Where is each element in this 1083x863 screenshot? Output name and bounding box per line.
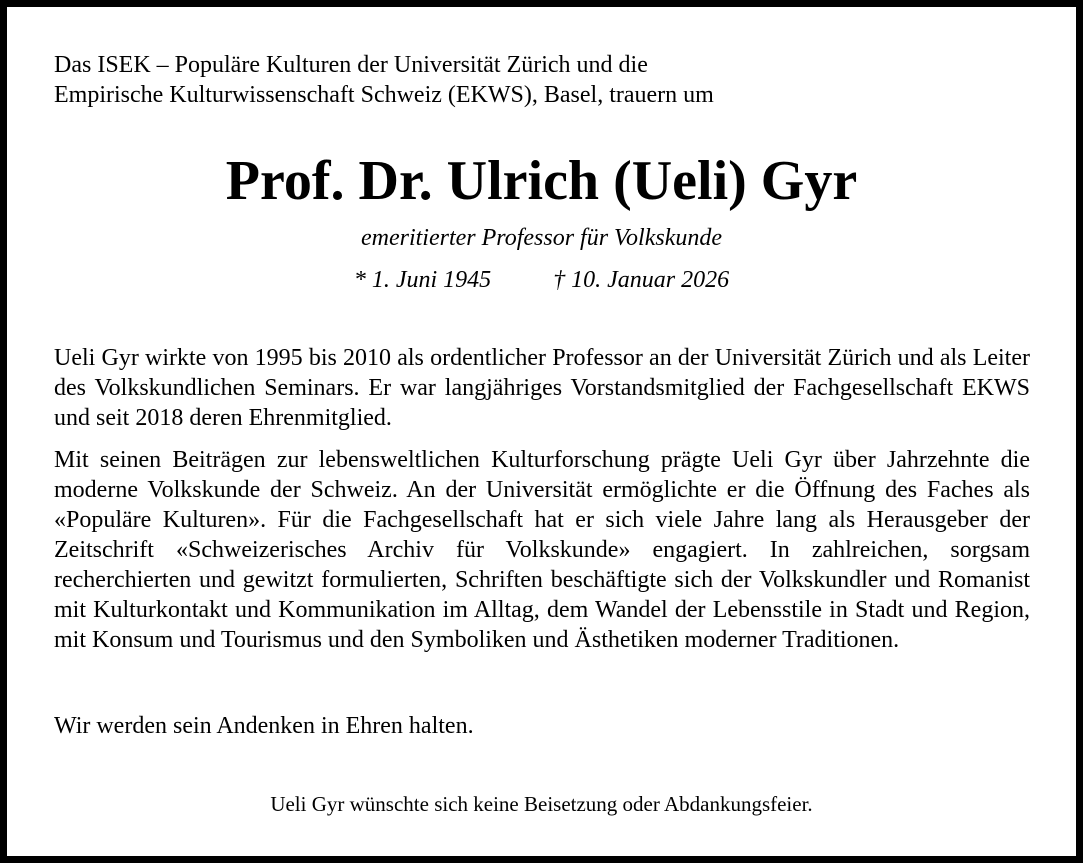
deceased-title: emeritierter Professor für Volkskunde (360, 225, 723, 251)
paragraph-contributions: Mit seinen Beiträgen zur lebensweltlichen Kulturforschung prägte Ueli Gyr über Jahrzehnte die moderne Volkskunde der Schweiz. An der Universität ermöglichte er die Öffnung des Faches als «Populäre Kulturen». Für die Fachgesellschaft hat er sich viele Jahre lang als Herausgeber der Zeitschrift «Schweizerisches Archiv für Volkskunde» engagiert. In zahlreichen, sorgsam recherchierten und gewitzt formulierten, Schriften beschäftigte sich der Volkskundler und Romanist mit Kulturkontakt und Kommunikation im Alltag, dem Wandel der Lebensstile in Stadt und Region, mit Konsum und Tourismus und den Symboliken und Ästhetiken moderner Traditionen. (54, 447, 1030, 653)
intro-line-1: Das ISEK – Populäre Kulturen der Universität Zürich und die (54, 52, 648, 78)
deceased-name: Prof. Dr. Ulrich (Ueli) Gyr (225, 150, 858, 212)
life-dates (7, 265, 1076, 295)
death-date: † 10. Januar 2026 (553, 267, 730, 293)
birth-date: * 1. Juni 1945 (353, 267, 492, 293)
intro-line-2: Empirische Kulturwissenschaft Schweiz (EKWS), Basel, trauern um (54, 82, 714, 108)
footer-note: Ueli Gyr wünschte sich keine Beisetzung oder Abdankungsfeier. (270, 792, 813, 816)
paragraph-career: Ueli Gyr wirkte von 1995 bis 2010 als ordentlicher Professor an der Universität Zürich und als Leiter des Volkskundlichen Seminars. Er war langjähriges Vorstandsmitglied der Fachgesellschaft EKWS und seit 2018 deren Ehrenmitglied. (54, 345, 1030, 431)
intro-text (54, 50, 1034, 110)
paragraph-remembrance: Wir werden sein Andenken in Ehren halten. (54, 713, 474, 739)
